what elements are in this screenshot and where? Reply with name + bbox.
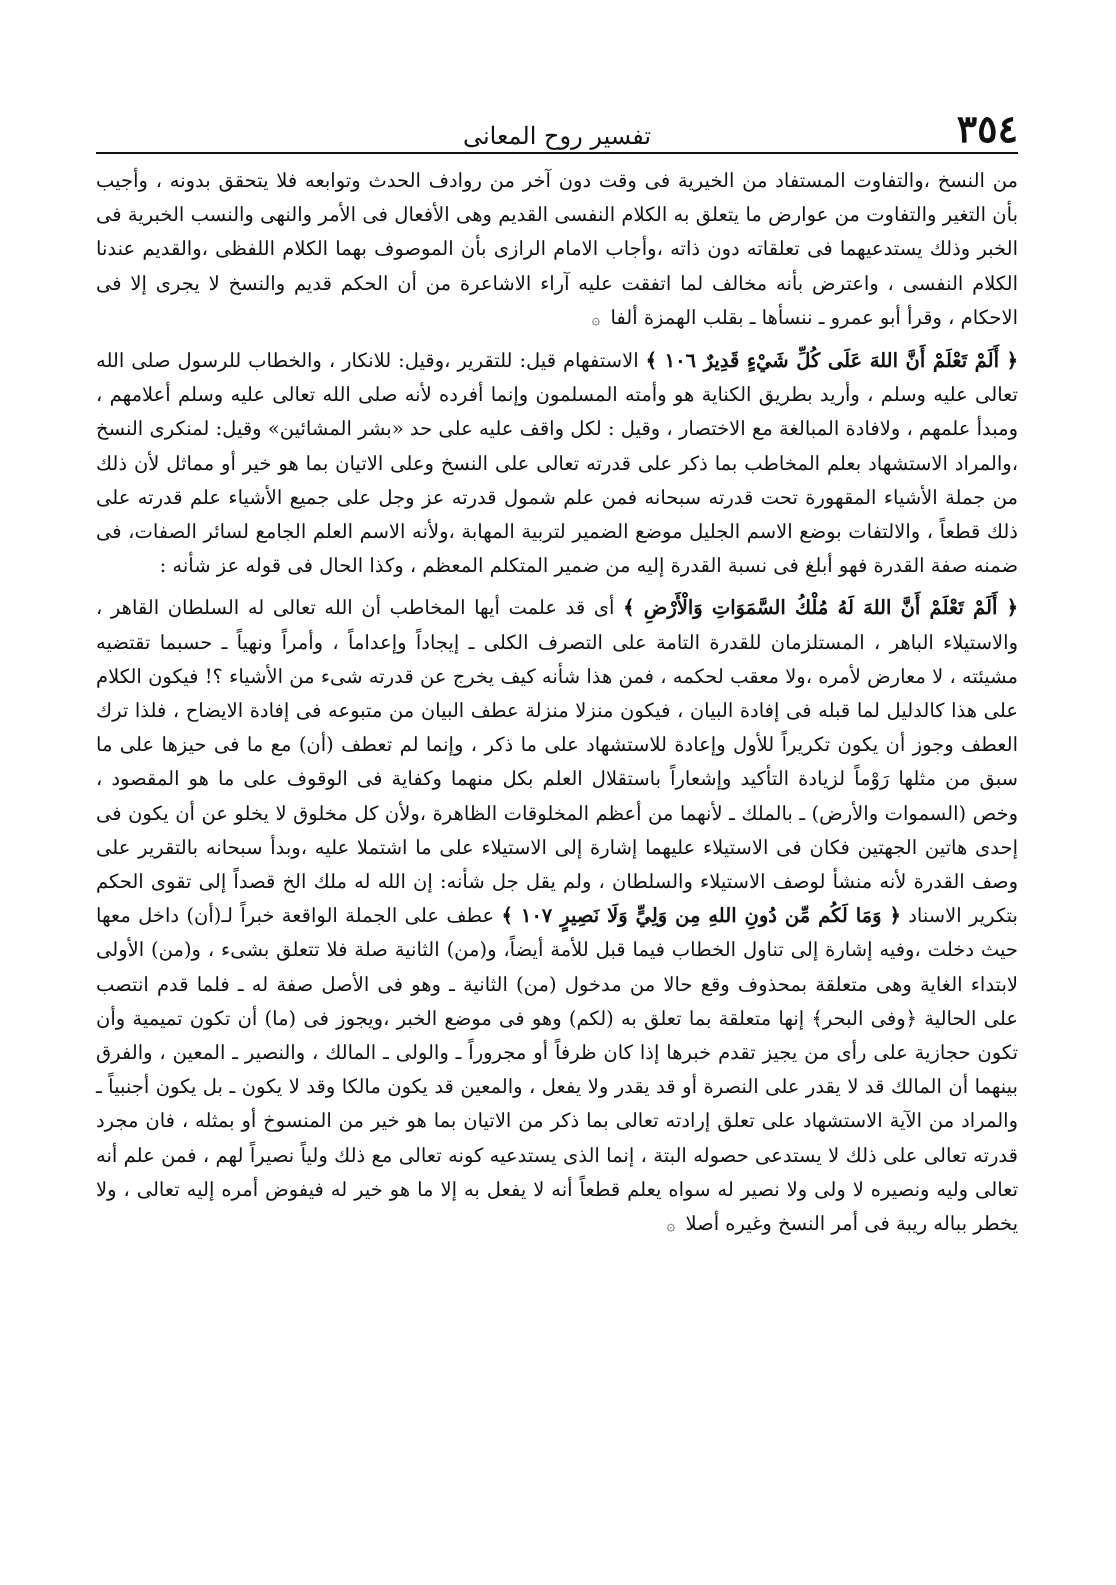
quran-verse: ﴿ أَلَمْ تَعْلَمْ أَنَّ اللهَ لَهُ مُلْكُ السَّمَوَاتِ وَالْأَرْضِ ﴾ [623, 596, 1018, 620]
page-number: ٣٥٤ [956, 106, 1018, 151]
body-text [96, 164, 1018, 1242]
paragraph-text: من النسخ ،والتفاوت المستفاد من الخيرية فى وقت دون آخر من روادف الحدث وتوابعه فلا يتحقق بدونه ، وأجيب بأن التغير والتفاوت من عوارض ما يتعلق به الكلام النفسى القديم وهى الأفعال فى الأمر والنهى والنسب الخبرية فى الخبر وذلك يستدعيهما فى تعلقاته دون ذاته ،وأجاب الامام الرازى بأن الموصوف بهما الكلام اللفظى ،والقديم عندنا الكلام النفسى ، واعترض بأنه مخالف لما اتفقت عليه آراء الاشاعرة من أن الحكم قديم والنسخ لا يجرى إلا فى الاحكام ، وقرأ أبو عمرو ـ ننسأها ـ بقلب الهمزة ألفا [96, 169, 1018, 329]
paragraph-text: عطف على الجملة الواقعة خبراً لـ(أن) داخل معها حيث دخلت ،وفيه إشارة إلى تناول الخطاب فيما قبل للأمة أيضاً، و(من) الثانية صلة فلا تتعلق بشىء ، و(من) الأولى لابتداء الغاية وهى متعلقة بمحذوف وقع حالا من مدخول (من) الثانية ـ وهو فى الأصل صفة له ـ فلما قدم انتصب على الحالية ﴿وفى البحر﴾ إنها متعلقة بما تعلق به (لكم) وهو فى موضع الخبر ،ويجوز فى (ما) أن تكون تميمية وأن تكون حجازية على رأى من يجيز تقدم خبرها إذا كان ظرفاً أو مجروراً ـ والولى ـ المالك ، والنصير ـ المعين ، والفرق بينهما أن المالك قد لا يقدر على النصرة أو قد يقدر ولا يفعل ، والمعين قد يكون مالكا وقد لا يكون ـ بل يكون أجنبياً ـ والمراد من الآية الاستشهاد على تعلق إرادته تعالى بما ذكر من الاتيان بما هو خير من المنسوخ أو بمثله ، فان مجرد قدرته تعالى على ذلك لا يستدعى حصوله البتة ، إنما الذى يستدعيه كونه تعالى مع ذلك ولياً نصيراً لهم ، فمن علم أنه تعالى وليه ونصيره لا ولى ولا نصير له سواه يعلم قطعاً أنه لا يفعل به إلا ما هو خير له فيفوض أمره إليه تعالى ، ولا يخطر بباله ريبة فى أمر النسخ وغيره أصلا [96, 904, 1018, 1236]
page-header [96, 108, 1018, 154]
end-ornament-icon: ۞ [666, 1216, 676, 1235]
quran-verse: ﴿ أَلَمْ تَعْلَمْ أَنَّ اللهَ عَلَى كُلِّ شَيْءٍ قَدِيرٌ ١٠٦ ﴾ [645, 349, 1019, 373]
quran-verse: ﴿ وَمَا لَكُم مِّن دُونِ اللهِ مِن وَلِيٍّ وَلَا نَصِيرٍ ١٠٧ ﴾ [501, 904, 901, 928]
paragraph-text: الاستفهام قيل: للتقرير ،وقيل: للانكار ، والخطاب للرسول صلى الله تعالى عليه وسلم ، وأريد بطريق الكناية هو وأمته المسلمون وإنما أفرده لأنه صلى الله تعالى عليه وسلم أعلامهم ، ومبدأ علمهم ، ولافادة المبالغة مع الاختصار ، وقيل : لكل واقف عليه على حد «بشر المشائين» وقيل: لمنكرى النسخ ،والمراد الاستشهاد بعلم المخاطب بما ذكر على قدرته تعالى على النسخ وعلى الاتيان بما هو خير أو مماثل لأن ذلك من جملة الأشياء المقهورة تحت قدرته سبحانه فمن علم شمول قدرته عز وجل على جميع الأشياء علم قدرته على ذلك قطعاً ، والالتفات بوضع الاسم الجليل موضع الضمير لتربية المهابة ،ولأنه الاسم العلم الجامع لسائر الصفات، فى ضمنه صفة القدرة فهو أبلغ فى نسبة القدرة إليه من ضمير المتكلم المعظم ، وكذا الحال فى قوله عز شأنه : [96, 349, 1018, 578]
paragraph-3 [96, 591, 1018, 1242]
paragraph-2 [96, 344, 1018, 583]
running-title: تفسير روح المعانى [462, 122, 652, 150]
paragraph-text: أى قد علمت أيها المخاطب أن الله تعالى له السلطان القاهر ، والاستيلاء الباهر ، المستلزمان للقدرة التامة على التصرف الكلى ـ إيجاداً وإعداماً ، وأمراً ونهياً ـ حسبما تقتضيه مشيئته ، لا معارض لأمره ،ولا معقب لحكمه ، فمن هذا شأنه كيف يخرج عن قدرته شىء من الأشياء ؟! فيكون الكلام على هذا كالدليل لما قبله فى إفادة البيان ، فيكون منزلا منزلة عطف البيان من متبوعه فى إفادة الايضاح ، فلذا ترك العطف وجوز أن يكون تكريراً للأول وإعادة للاستشهاد على ما ذكر ، وإنما لم تعطف (أن) مع ما فى حيزها على ما سبق من مثلها رَوْماً لزيادة التأكيد وإشعاراً باستقلال العلم بكل منهما وكفاية فى الوقوف على ما هو المقصود ، وخص (السموات والأرض) ـ بالملك ـ لأنهما من أعظم المخلوقات الظاهرة ،ولأن كل مخلوق لا يخلو عن أن يكون فى إحدى هاتين الجهتين فكان فى الاستيلاء عليهما إشارة إلى الاستيلاء على ما اشتملا عليه ،وبدأ سبحانه بالتقرير على وصف القدرة لأنه منشأ لوصف الاستيلاء والسلطان ، ولم يقل جل شأنه: إن الله له ملك الخ قصداً إلى تقوى الحكم بتكرير الاسناد [96, 596, 1018, 928]
paragraph-1 [96, 164, 1018, 336]
end-ornament-icon: ۞ [591, 309, 601, 328]
document-page [96, 108, 1018, 1548]
